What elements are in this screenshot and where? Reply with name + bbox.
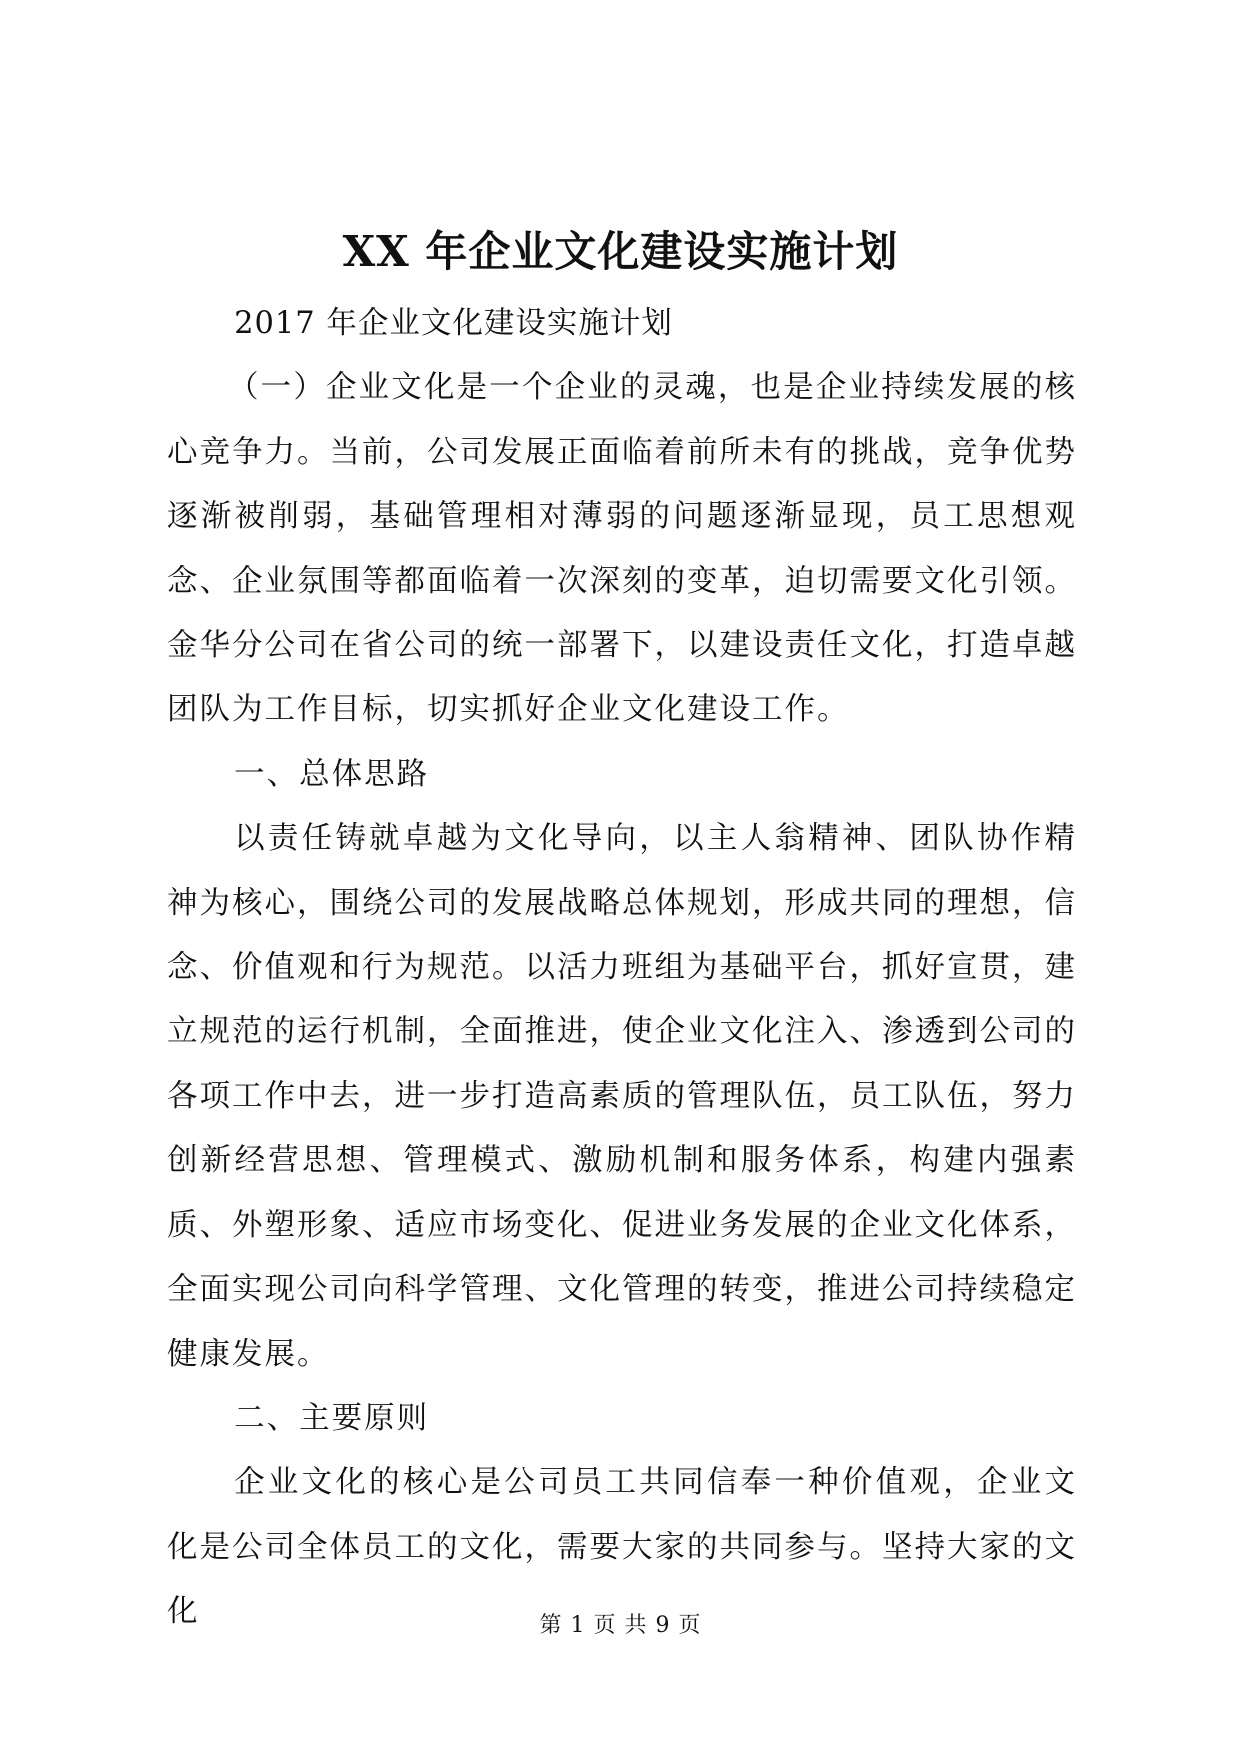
section-heading-main-principles: 二、主要原则 — [234, 1400, 430, 1436]
paragraph-intro: （一）企业文化是一个企业的灵魂，也是企业持续发展的核心竞争力。当前，公司发展正面临着前所未有的挑战，竞争优势逐渐被削弱，基础管理相对薄弱的问题逐渐显现，员工思想观念、企业氛围等都面临着一次深刻的变革，迫切需要文化引领。金华分公司在省公司的统一部署下，以建设责任文化，打造卓越团队为工作目标，切实抓好企业文化建设工作。 — [167, 370, 1077, 728]
document-subtitle: 2017 年企业文化建设实施计划 — [234, 306, 673, 341]
section-heading-overall-approach: 一、总体思路 — [234, 756, 430, 792]
document-body — [167, 292, 1077, 1645]
document-title: XX 年企业文化建设实施计划 — [342, 227, 899, 276]
page-footer: 第 1 页 共 9 页 — [539, 1613, 702, 1638]
paragraph-main-principles: 企业文化的核心是公司员工共同信奉一种价值观，企业文化是公司全体员工的文化，需要大家的共同参与。坚持大家的文化 — [167, 1465, 1077, 1630]
paragraph-overall-approach: 以责任铸就卓越为文化导向，以主人翁精神、团队协作精神为核心，围绕公司的发展战略总体规划，形成共同的理想，信念、价值观和行为规范。以活力班组为基础平台，抓好宣贯，建立规范的运行机制，全面推进，使企业文化注入、渗透到公司的各项工作中去，进一步打造高素质的管理队伍，员工队伍，努力创新经营思想、管理模式、激励机制和服务体系，构建内强素质、外塑形象、适应市场变化、促进业务发展的企业文化体系，全面实现公司向科学管理、文化管理的转变，推进公司持续稳定健康发展。 — [167, 821, 1077, 1372]
